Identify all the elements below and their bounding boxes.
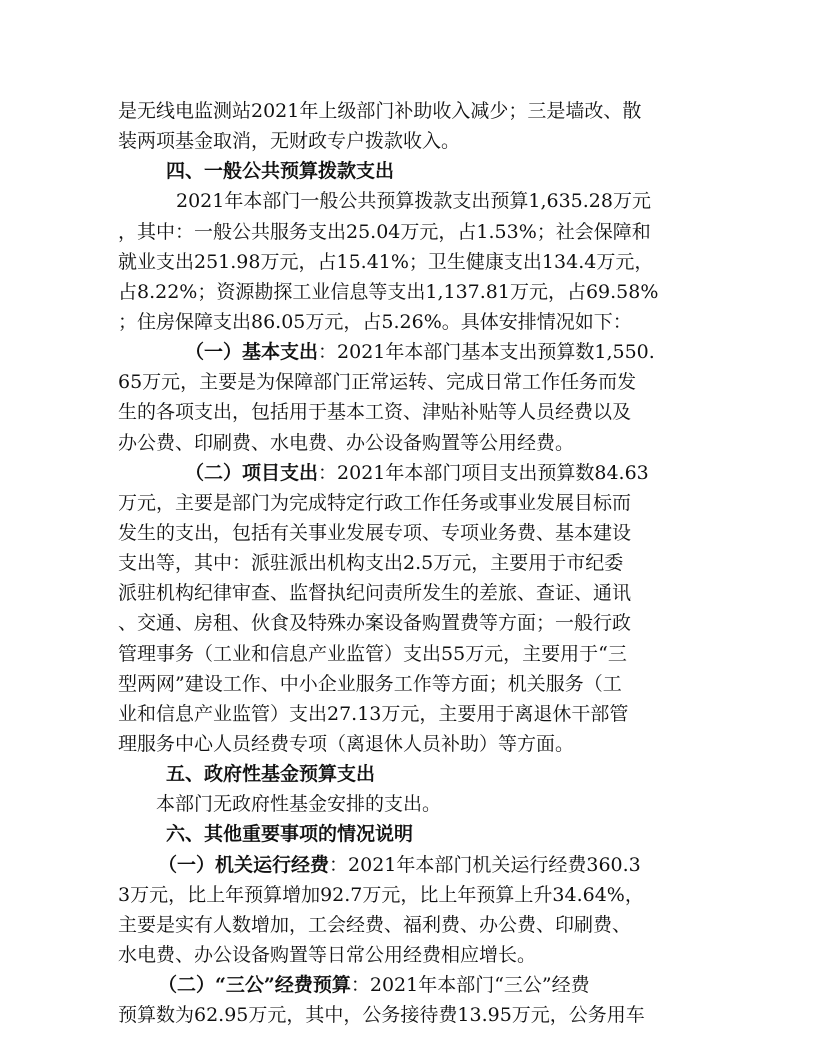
project-expenditure-paragraph (118, 458, 700, 488)
paragraph-line: 65万元，主要是为保障部门正常运转、完成日常工作任务而发 (118, 371, 637, 394)
paragraph-line: 预算数为62.95万元，其中，公务接待费13.95万元，公务用车 (118, 1004, 645, 1027)
operating-cost-paragraph (118, 850, 700, 880)
paragraph-line: 型两网”建设工作、中小企业服务工作等方面；机关服务（工 (118, 672, 622, 695)
document-page (118, 96, 700, 1030)
paragraph-line: 万元，主要是部门为完成特定行政工作任务或事业发展目标而 (118, 491, 632, 514)
section-heading-5: 五、政府性基金预算支出 (166, 763, 376, 786)
paragraph-line: 业和信息产业监管）支出27.13万元，主要用于离退休干部管 (118, 702, 629, 725)
paragraph-line: 管理事务（工业和信息产业监管）支出55万元，主要用于“三 (118, 642, 627, 665)
three-public-paragraph (118, 970, 700, 1000)
paragraph-line: 占8.22%；资源勘探工业信息等支出1,137.81万元，占69.58% (118, 280, 659, 303)
project-expenditure-label: （二）项目支出 (185, 461, 319, 484)
paragraph-line: 办公费、印刷费、水电费、办公设备购置等公用经费。 (118, 431, 575, 454)
section-heading-6: 六、其他重要事项的情况说明 (166, 823, 414, 846)
paragraph-line: 理服务中心人员经费专项（离退休人员补助）等方面。 (118, 732, 575, 755)
paragraph-line: ；住房保障支出86.05万元，占5.26%。具体安排情况如下： (118, 310, 632, 333)
paragraph-line: 、交通、房租、伙食及特殊办案设备购置费等方面；一般行政 (118, 612, 632, 635)
operating-cost-text: ：2021年本部门机关运行经费360.3 (329, 853, 641, 876)
paragraph-line: 本部门无政府性基金安排的支出。 (156, 793, 442, 816)
section-heading-4: 四、一般公共预算拨款支出 (166, 160, 395, 183)
paragraph-line: 是无线电监测站2021年上级部门补助收入减少；三是墙改、散 (118, 100, 642, 122)
paragraph-line: 支出等，其中：派驻派出机构支出2.5万元，主要用于市纪委 (118, 552, 624, 575)
project-expenditure-text: ：2021年本部门项目支出预算数84.63 (318, 461, 649, 484)
paragraph-line: 2021年本部门一般公共预算拨款支出预算1,635.28万元 (176, 190, 651, 213)
paragraph-line: 主要是实有人数增加，工会经费、福利费、办公费、印刷费、 (118, 913, 632, 936)
basic-expenditure-text: ：2021年本部门基本支出预算数1,550. (318, 341, 655, 364)
paragraph-line: ，其中：一般公共服务支出25.04万元，占1.53%；社会保障和 (118, 220, 651, 243)
three-public-text: ：2021年本部门“三公”经费 (350, 974, 590, 997)
paragraph-line: 就业支出251.98万元，占15.41%；卫生健康支出134.4万元， (118, 250, 654, 273)
paragraph-line: 发生的支出，包括有关事业发展专项、专项业务费、基本建设 (118, 521, 632, 544)
three-public-label: （二）“三公”经费预算 (158, 974, 351, 997)
paragraph-line: 装两项基金取消，无财政专户拨款收入。 (118, 130, 461, 153)
paragraph-line: 派驻机构纪律审查、监督执纪问责所发生的差旅、查证、通讯 (118, 582, 632, 605)
basic-expenditure-label: （一）基本支出 (185, 341, 319, 364)
operating-cost-label: （一）机关运行经费 (158, 853, 330, 876)
paragraph-line: 水电费、办公设备购置等日常公用经费相应增长。 (118, 943, 537, 966)
paragraph-line: 3万元，比上年预算增加92.7万元，比上年预算上升34.64%， (118, 883, 644, 906)
paragraph-line: 生的各项支出，包括用于基本工资、津贴补贴等人员经费以及 (118, 401, 632, 424)
basic-expenditure-paragraph (118, 337, 700, 367)
